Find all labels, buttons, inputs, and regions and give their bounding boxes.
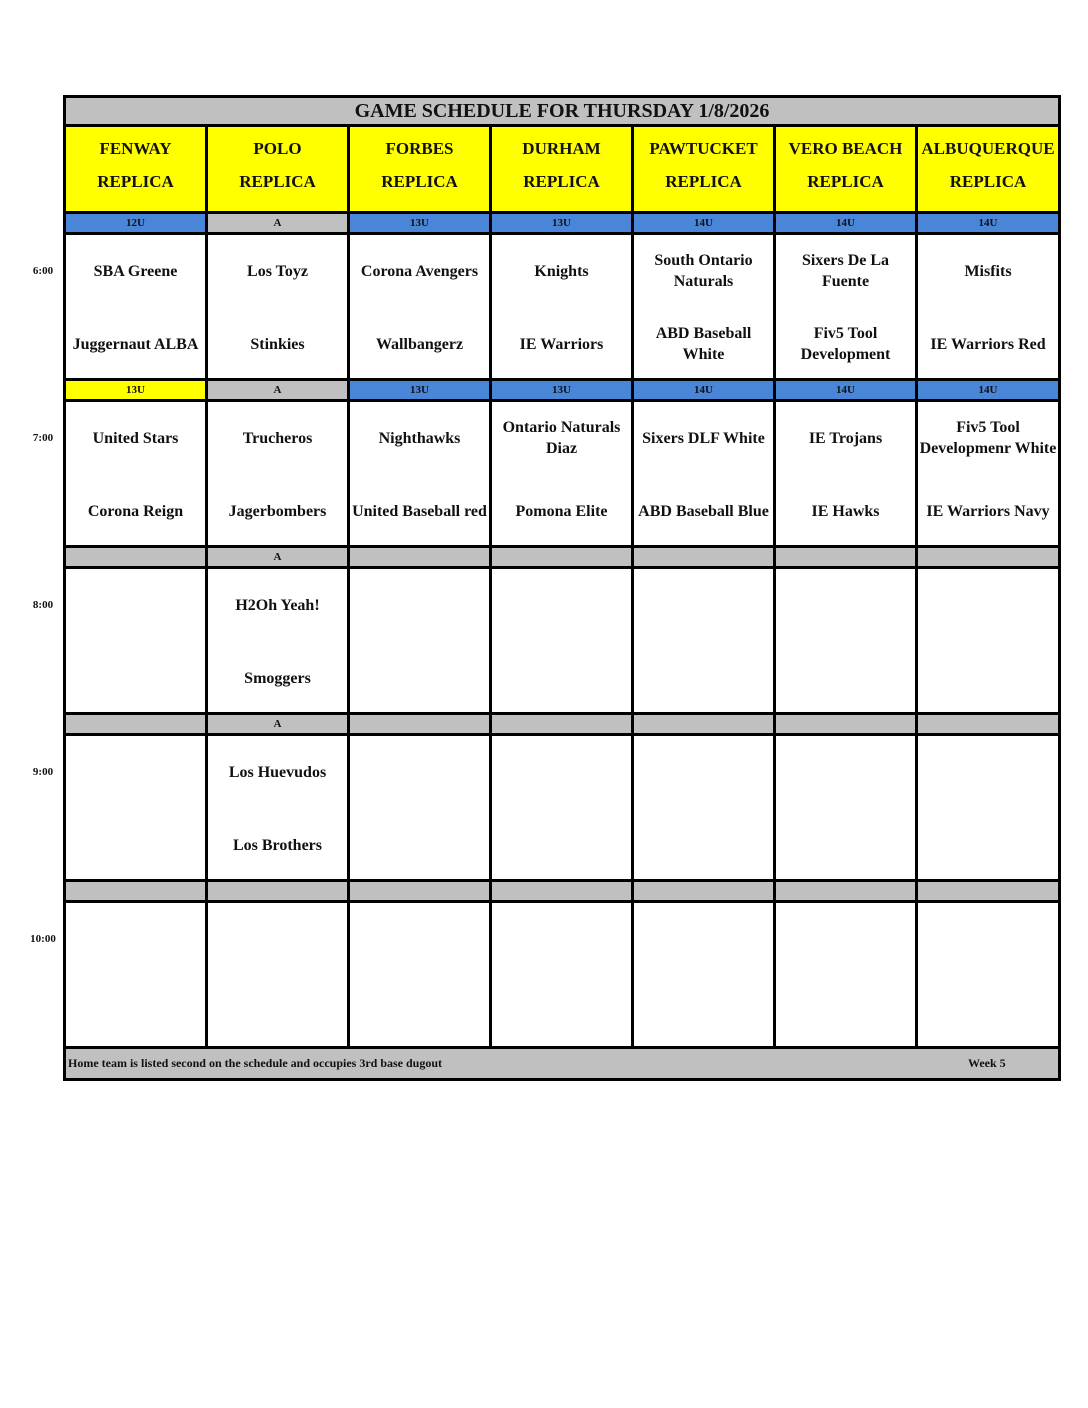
home-team bbox=[777, 821, 914, 869]
week-label: Week 5 bbox=[968, 1056, 1006, 1070]
home-team: ABD Baseball Blue bbox=[638, 502, 769, 520]
home-team bbox=[635, 821, 772, 869]
field-header bbox=[66, 127, 208, 214]
home-team bbox=[493, 654, 630, 702]
game-cell bbox=[350, 402, 492, 548]
field-subtitle: REPLICA bbox=[665, 172, 742, 191]
game-cell bbox=[634, 736, 776, 882]
time-slot-label: 8:00 bbox=[32, 599, 54, 611]
game-cell bbox=[776, 235, 918, 381]
game-cell bbox=[776, 736, 918, 882]
division-label: A bbox=[208, 381, 350, 402]
time-slot-label: 9:00 bbox=[32, 766, 54, 778]
game-cell bbox=[634, 402, 776, 548]
game-cell bbox=[492, 569, 634, 715]
game-cell bbox=[634, 569, 776, 715]
field-header bbox=[208, 127, 350, 214]
home-team bbox=[351, 821, 488, 869]
home-team: IE Warriors bbox=[519, 335, 604, 353]
home-team: Fiv5 Tool Development bbox=[800, 325, 891, 363]
game-cell bbox=[776, 569, 918, 715]
away-team: United Stars bbox=[92, 429, 179, 447]
away-team: SBA Greene bbox=[93, 262, 178, 280]
field-subtitle: REPLICA bbox=[523, 172, 600, 191]
away-team bbox=[777, 915, 914, 963]
home-team bbox=[351, 654, 488, 702]
home-team-note: Home team is listed second on the schedule and occupies 3rd base dugout bbox=[68, 1056, 443, 1070]
game-cell bbox=[634, 235, 776, 381]
division-label bbox=[634, 882, 776, 903]
division-label: 14U bbox=[918, 214, 1058, 235]
game-cell bbox=[918, 736, 1058, 882]
division-label bbox=[350, 882, 492, 903]
division-label bbox=[776, 715, 918, 736]
away-team bbox=[351, 915, 488, 963]
home-team: Los Brothers bbox=[232, 836, 323, 854]
home-team bbox=[67, 821, 204, 869]
division-label bbox=[208, 882, 350, 903]
field-subtitle: REPLICA bbox=[239, 172, 316, 191]
away-team bbox=[67, 581, 204, 629]
division-label bbox=[776, 882, 918, 903]
home-team bbox=[919, 654, 1057, 702]
away-team bbox=[919, 915, 1057, 963]
division-label bbox=[350, 548, 492, 569]
away-team: Misfits bbox=[964, 262, 1012, 280]
division-label: 13U bbox=[492, 214, 634, 235]
home-team bbox=[919, 988, 1057, 1036]
field-header bbox=[918, 127, 1058, 214]
game-cell bbox=[492, 402, 634, 548]
home-team bbox=[351, 988, 488, 1036]
game-cell bbox=[350, 903, 492, 1049]
field-name: POLO bbox=[253, 139, 302, 158]
division-label bbox=[492, 882, 634, 903]
time-slot-label: 6:00 bbox=[32, 265, 54, 277]
game-cell bbox=[776, 402, 918, 548]
away-team bbox=[635, 915, 772, 963]
division-label bbox=[66, 882, 208, 903]
away-team bbox=[67, 748, 204, 796]
home-team bbox=[919, 821, 1057, 869]
division-label: 13U bbox=[66, 381, 208, 402]
game-cell bbox=[350, 569, 492, 715]
away-team: IE Trojans bbox=[808, 429, 883, 447]
home-team: ABD Baseball White bbox=[655, 325, 752, 363]
division-label: 12U bbox=[66, 214, 208, 235]
away-team: H2Oh Yeah! bbox=[235, 596, 320, 614]
game-cell bbox=[208, 736, 350, 882]
home-team: IE Warriors Red bbox=[930, 335, 1046, 353]
home-team: Smoggers bbox=[244, 669, 311, 687]
game-cell bbox=[492, 235, 634, 381]
game-cell bbox=[66, 736, 208, 882]
field-subtitle: REPLICA bbox=[949, 172, 1027, 191]
home-team: Wallbangerz bbox=[375, 335, 464, 353]
division-label: 14U bbox=[776, 214, 918, 235]
away-team: Sixers De La Fuente bbox=[801, 252, 890, 290]
field-name: ALBUQUERQUE bbox=[921, 139, 1055, 158]
away-team: Nighthawks bbox=[378, 429, 461, 447]
division-label bbox=[776, 548, 918, 569]
time-slot-label: 10:00 bbox=[30, 933, 56, 945]
division-label bbox=[66, 548, 208, 569]
game-cell bbox=[66, 903, 208, 1049]
away-team: Los Toyz bbox=[247, 262, 308, 280]
game-cell bbox=[208, 235, 350, 381]
home-team: IE Hawks bbox=[811, 502, 880, 520]
game-cell bbox=[776, 903, 918, 1049]
home-team bbox=[635, 654, 772, 702]
division-label bbox=[66, 715, 208, 736]
home-team: Pomona Elite bbox=[515, 502, 608, 520]
division-label: 14U bbox=[634, 381, 776, 402]
game-cell bbox=[208, 903, 350, 1049]
game-cell bbox=[66, 402, 208, 548]
away-team: Knights bbox=[534, 262, 589, 280]
field-header bbox=[634, 127, 776, 214]
home-team bbox=[777, 988, 914, 1036]
division-label: 13U bbox=[350, 381, 492, 402]
game-cell bbox=[918, 402, 1058, 548]
field-name: VERO BEACH bbox=[788, 139, 903, 158]
away-team bbox=[635, 748, 772, 796]
field-subtitle: REPLICA bbox=[97, 172, 174, 191]
home-team bbox=[777, 654, 914, 702]
game-cell bbox=[918, 235, 1058, 381]
home-team: IE Warriors Navy bbox=[926, 502, 1050, 520]
home-team: Stinkies bbox=[250, 335, 305, 353]
away-team bbox=[493, 581, 630, 629]
field-header bbox=[350, 127, 492, 214]
field-name: DURHAM bbox=[522, 139, 601, 158]
home-team bbox=[67, 988, 204, 1036]
home-team: United Baseball red bbox=[352, 502, 487, 520]
home-team bbox=[635, 988, 772, 1036]
game-cell bbox=[918, 903, 1058, 1049]
field-name: FENWAY bbox=[99, 139, 172, 158]
division-label: A bbox=[208, 715, 350, 736]
home-team bbox=[493, 821, 630, 869]
away-team bbox=[351, 581, 488, 629]
away-team: Sixers DLF White bbox=[642, 429, 765, 447]
game-cell bbox=[634, 903, 776, 1049]
home-team: Juggernaut ALBA bbox=[72, 335, 199, 353]
field-subtitle: REPLICA bbox=[807, 172, 884, 191]
away-team bbox=[635, 581, 772, 629]
away-team bbox=[919, 581, 1057, 629]
division-label: 13U bbox=[350, 214, 492, 235]
away-team bbox=[493, 915, 630, 963]
field-header bbox=[776, 127, 918, 214]
away-team: Los Huevudos bbox=[228, 763, 327, 781]
home-team bbox=[209, 988, 346, 1036]
division-label bbox=[918, 882, 1058, 903]
division-label bbox=[634, 715, 776, 736]
time-slot-label: 7:00 bbox=[32, 432, 54, 444]
game-cell bbox=[66, 569, 208, 715]
away-team: Trucheros bbox=[242, 429, 313, 447]
footer-bar bbox=[66, 1049, 1058, 1078]
division-label bbox=[492, 715, 634, 736]
away-team bbox=[351, 748, 488, 796]
game-cell bbox=[350, 736, 492, 882]
home-team: Corona Reign bbox=[87, 502, 184, 520]
game-cell bbox=[492, 903, 634, 1049]
field-name: PAWTUCKET bbox=[649, 139, 758, 158]
home-team bbox=[493, 988, 630, 1036]
game-cell bbox=[208, 402, 350, 548]
division-label: 14U bbox=[634, 214, 776, 235]
away-team: South Ontario Naturals bbox=[654, 252, 753, 290]
game-cell bbox=[66, 235, 208, 381]
field-subtitle: REPLICA bbox=[381, 172, 458, 191]
away-team bbox=[209, 915, 346, 963]
division-label bbox=[918, 715, 1058, 736]
division-label bbox=[634, 548, 776, 569]
game-cell bbox=[492, 736, 634, 882]
away-team: Corona Avengers bbox=[360, 262, 479, 280]
division-label bbox=[492, 548, 634, 569]
away-team bbox=[919, 748, 1057, 796]
field-header bbox=[492, 127, 634, 214]
division-label bbox=[918, 548, 1058, 569]
division-label: A bbox=[208, 548, 350, 569]
away-team bbox=[67, 915, 204, 963]
division-label bbox=[350, 715, 492, 736]
division-label: 14U bbox=[918, 381, 1058, 402]
home-team: Jagerbombers bbox=[228, 502, 327, 520]
division-label: 14U bbox=[776, 381, 918, 402]
schedule-title: GAME SCHEDULE FOR THURSDAY 1/8/2026 bbox=[66, 98, 1058, 127]
home-team bbox=[67, 654, 204, 702]
away-team bbox=[777, 581, 914, 629]
game-cell bbox=[208, 569, 350, 715]
game-cell bbox=[350, 235, 492, 381]
away-team: Fiv5 Tool Developmenr White bbox=[919, 419, 1057, 457]
field-name: FORBES bbox=[385, 139, 454, 158]
away-team bbox=[493, 748, 630, 796]
away-team: Ontario Naturals Diaz bbox=[502, 419, 621, 457]
schedule-table bbox=[63, 95, 1061, 1081]
division-label: A bbox=[208, 214, 350, 235]
division-label: 13U bbox=[492, 381, 634, 402]
away-team bbox=[777, 748, 914, 796]
game-cell bbox=[918, 569, 1058, 715]
